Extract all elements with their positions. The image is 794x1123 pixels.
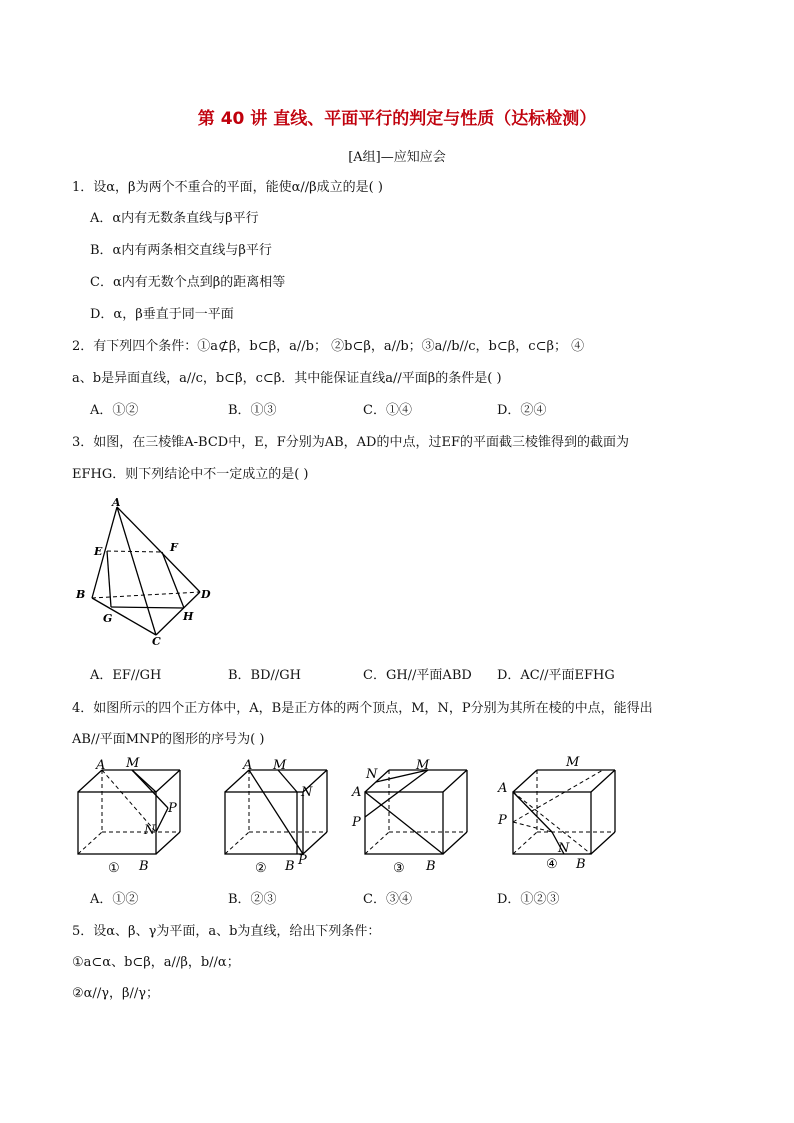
q3-option-b: B．BD//GH: [228, 668, 302, 683]
q3-option-d: D．AC//平面EFHG: [497, 668, 615, 683]
tetrahedron-figure: [70, 495, 220, 650]
tetra-label-g: G: [103, 612, 113, 625]
tetra-label-d: D: [201, 588, 211, 601]
q5-condition-2: ②α//γ，β//γ；: [72, 986, 160, 1001]
cube4-number: ④: [546, 857, 558, 872]
cube3-number: ③: [393, 861, 405, 876]
q4-option-d: D．①②③: [497, 892, 560, 907]
q2-option-a: A．①②: [90, 403, 139, 418]
q2-line-1: 2．有下列四个条件：①a⊄β，b⊂β，a//b； ②b⊂β，a//b；③a//b//c，b⊂β，c⊂β； ④: [72, 339, 585, 354]
page-title: 第 40 讲 直线、平面平行的判定与性质（达标检测）: [197, 109, 597, 129]
section-heading: [A组]—应知应会: [348, 150, 446, 165]
q2-option-b: B．①③: [228, 403, 277, 418]
q4-option-b: B．②③: [228, 892, 277, 907]
tetra-label-e: E: [94, 545, 103, 558]
q3-line-2: EFHG．则下列结论中不一定成立的是( ): [72, 467, 309, 482]
q1-option-c: C．α内有无数个点到β的距离相等: [90, 275, 286, 290]
q3-option-c: C．GH//平面ABD: [363, 668, 472, 683]
q3-line-1: 3．如图，在三棱锥A-BCD中，E，F分别为AB，AD的中点，过EF的平面截三棱锥得到的截面为: [72, 435, 629, 450]
cube-figures: [60, 752, 620, 877]
q4-line-1: 4．如图所示的四个正方体中，A，B是正方体的两个顶点，M，N，P分别为其所在棱的中点，能得出: [72, 701, 653, 716]
cube1-label-a: A: [96, 758, 106, 773]
q2-line-2: a、b是异面直线，a//c，b⊂β，c⊂β．其中能保证直线a//平面β的条件是( ): [72, 371, 502, 386]
q2-option-c: C．①④: [363, 403, 412, 418]
q1-option-d: D．α，β垂直于同一平面: [90, 307, 234, 322]
cube4-label-n: N: [558, 841, 570, 856]
cube2-label-a: A: [243, 758, 253, 773]
cube3-label-b: B: [426, 859, 436, 874]
cube1-number: ①: [108, 861, 120, 876]
q5-stem: 5．设α、β、γ为平面，a、b为直线，给出下列条件：: [72, 924, 381, 939]
cube1-label-n: N: [144, 823, 156, 838]
q1-option-b: B．α内有两条相交直线与β平行: [90, 243, 272, 258]
cube4-label-a: A: [498, 781, 508, 796]
cube2-label-m: M: [273, 758, 287, 773]
cube2-label-p: P: [298, 853, 307, 868]
q1-option-a: A．α内有无数条直线与β平行: [90, 211, 259, 226]
cube4-label-b: B: [576, 857, 586, 872]
cube3-label-a: A: [352, 785, 362, 800]
q5-condition-1: ①a⊂α、b⊂β，a//β，b//α；: [72, 955, 240, 970]
cube4-label-p: P: [498, 813, 507, 828]
q4-option-c: C．③④: [363, 892, 412, 907]
tetra-label-b: B: [76, 588, 86, 601]
cube1-label-b: B: [139, 859, 149, 874]
cube1-label-m: M: [126, 756, 140, 771]
q2-option-d: D．②④: [497, 403, 547, 418]
tetra-label-f: F: [170, 541, 178, 554]
cube2-label-b: B: [285, 859, 295, 874]
cube3-label-p: P: [352, 815, 361, 830]
tetra-label-h: H: [183, 610, 194, 623]
q4-option-a: A．①②: [90, 892, 139, 907]
tetra-label-c: C: [152, 635, 161, 648]
cube2-label-n: N: [301, 785, 313, 800]
tetra-label-a: A: [112, 496, 121, 509]
cube2-number: ②: [255, 861, 267, 876]
q3-option-a: A．EF//GH: [90, 668, 162, 683]
cube3-label-m: M: [416, 758, 430, 773]
cube1-label-p: P: [168, 801, 177, 816]
q4-line-2: AB//平面MNP的图形的序号为( ): [72, 732, 265, 747]
cube4-label-m: M: [566, 755, 580, 770]
cube3-label-n: N: [366, 767, 378, 782]
q1-stem: 1．设α，β为两个不重合的平面，能使α//β成立的是( ): [72, 180, 383, 195]
